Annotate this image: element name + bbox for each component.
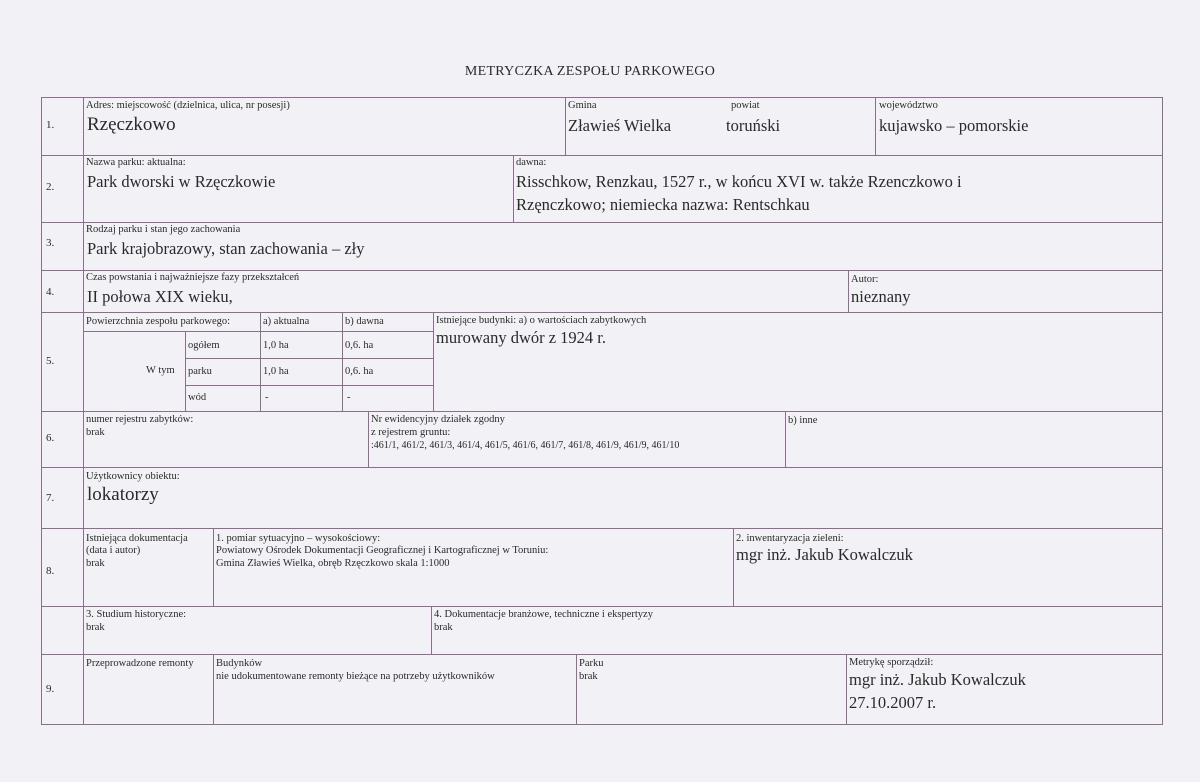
expertise-label: 4. Dokumentacje branżowe, techniczne i ekspertyzy xyxy=(434,609,653,620)
former-name-line: Risschkow, Renzkau, 1527 r., w końcu XVI w. także Rzenczkowo i xyxy=(516,172,962,191)
author-label: Autor: xyxy=(851,274,879,285)
area-row-current: 1,0 ha xyxy=(263,366,289,377)
area-w-tym: W tym xyxy=(146,365,175,376)
buildings-value: murowany dwór z 1924 r. xyxy=(436,328,607,347)
documentation-label: (data i autor) xyxy=(86,545,141,556)
table-line xyxy=(431,606,432,654)
table-line xyxy=(875,97,876,155)
origin-value: II połowa XIX wieku, xyxy=(87,287,233,306)
table-line xyxy=(41,97,42,725)
table-line xyxy=(83,97,84,725)
wojewodztwo-value: kujawsko – pomorskie xyxy=(879,116,1029,135)
buildings-repairs-value: nie udokumentowane remonty bieżące na potrzeby użytkowników xyxy=(216,671,495,682)
prepared-by-label: Metrykę sporządził: xyxy=(849,657,934,668)
table-line xyxy=(41,97,1163,98)
area-row-label: wód xyxy=(188,392,207,403)
table-line xyxy=(41,724,1163,725)
table-line xyxy=(185,358,434,359)
table-line xyxy=(83,606,1163,607)
documentation-label: Istniejąca dokumentacja xyxy=(86,533,188,544)
park-type-label: Rodzaj parku i stan jego zachowania xyxy=(86,224,241,235)
greenery-label: 2. inwentaryzacja zieleni: xyxy=(736,533,844,544)
area-row-current: - xyxy=(265,392,269,403)
row-number: 4. xyxy=(46,286,55,298)
table-line xyxy=(41,654,1163,655)
expertise-value: brak xyxy=(434,622,453,633)
users-value: lokatorzy xyxy=(87,484,159,505)
row-number: 5. xyxy=(46,355,55,367)
survey-line: Powiatowy Ośrodek Dokumentacji Geograficznej i Kartograficznej w Toruniu: xyxy=(216,545,549,556)
park-type-value: Park krajobrazowy, stan zachowania – zły xyxy=(87,239,365,258)
area-row-former: 0,6. ha xyxy=(345,366,374,377)
table-line xyxy=(213,654,214,724)
park-repairs-label: Parku xyxy=(579,658,604,669)
table-line xyxy=(213,528,214,606)
park-name-value: Park dworski w Rzęczkowie xyxy=(87,172,276,191)
survey-label: 1. pomiar sytuacyjno – wysokościowy: xyxy=(216,533,381,544)
register-value: brak xyxy=(86,427,105,438)
history-study-label: 3. Studium historyczne: xyxy=(86,609,187,620)
table-line xyxy=(342,312,343,411)
area-col-former: b) dawna xyxy=(345,316,384,327)
table-line xyxy=(848,270,849,312)
table-line xyxy=(185,385,434,386)
table-line xyxy=(846,654,847,724)
powiat-value: toruński xyxy=(726,116,781,135)
powiat-label: powiat xyxy=(731,100,760,111)
greenery-value: mgr inż. Jakub Kowalczuk xyxy=(736,545,913,564)
table-line xyxy=(185,331,186,411)
table-line xyxy=(513,155,514,222)
table-line xyxy=(41,155,1163,156)
area-row-label: ogółem xyxy=(188,340,220,351)
table-line xyxy=(41,528,1163,529)
row-number: 9. xyxy=(46,683,55,695)
plots-label: z rejestrem gruntu: xyxy=(371,427,451,438)
page-title: METRYCZKA ZESPOŁU PARKOWEGO xyxy=(464,64,716,79)
area-label: Powierzchnia zespołu parkowego: xyxy=(86,316,231,327)
former-name-label: dawna: xyxy=(516,157,547,168)
area-row-former: 0,6. ha xyxy=(345,340,374,351)
row-number: 6. xyxy=(46,432,55,444)
prepared-by-date: 27.10.2007 r. xyxy=(849,693,937,712)
table-line xyxy=(41,467,1163,468)
table-line xyxy=(41,222,1163,223)
buildings-repairs-label: Budynków xyxy=(216,658,263,669)
plots-label: Nr ewidencyjny działek zgodny xyxy=(371,414,505,425)
table-line xyxy=(83,331,434,332)
table-line xyxy=(576,654,577,724)
area-col-current: a) aktualna xyxy=(263,316,310,327)
plots-value: :461/1, 461/2, 461/3, 461/4, 461/5, 461/6, 461/7, 461/8, 461/9, 461/9, 461/10 xyxy=(371,440,680,451)
address-label: Adres: miejscowość (dzielnica, ulica, nr posesji) xyxy=(86,100,290,111)
table-line xyxy=(785,411,786,467)
table-line xyxy=(41,411,1163,412)
table-line xyxy=(260,312,261,411)
survey-line: Gmina Zławieś Wielka, obręb Rzęczkowo skala 1:1000 xyxy=(216,558,450,569)
row-number: 2. xyxy=(46,181,55,193)
origin-label: Czas powstania i najważniejsze fazy przekształceń xyxy=(86,272,300,283)
table-line xyxy=(368,411,369,467)
table-line xyxy=(41,270,1163,271)
row-number: 1. xyxy=(46,119,55,131)
users-label: Użytkownicy obiektu: xyxy=(86,471,180,482)
gmina-value: Zławieś Wielka xyxy=(568,116,672,135)
row-number: 3. xyxy=(46,237,55,249)
register-label: numer rejestru zabytków: xyxy=(86,414,194,425)
row-number: 8. xyxy=(46,565,55,577)
table-line xyxy=(1162,97,1163,725)
buildings-label: Istniejące budynki: a) o wartościach zabytkowych xyxy=(436,315,647,326)
history-study-value: brak xyxy=(86,622,105,633)
area-row-current: 1,0 ha xyxy=(263,340,289,351)
author-value: nieznany xyxy=(851,287,911,306)
table-line xyxy=(41,312,1163,313)
table-line xyxy=(433,312,434,411)
gmina-label: Gmina xyxy=(568,100,597,111)
wojewodztwo-label: województwo xyxy=(879,100,938,111)
documentation-value: brak xyxy=(86,558,105,569)
repairs-label: Przeprowadzone remonty xyxy=(86,658,194,669)
row-number: 7. xyxy=(46,492,55,504)
former-name-line: Rzęnczkowo; niemiecka nazwa: Rentschkau xyxy=(516,195,810,214)
park-name-label: Nazwa parku: aktualna: xyxy=(86,157,186,168)
area-row-label: parku xyxy=(188,366,212,377)
other-label: b) inne xyxy=(788,415,818,426)
prepared-by-name: mgr inż. Jakub Kowalczuk xyxy=(849,670,1026,689)
area-row-former: - xyxy=(347,392,351,403)
park-repairs-value: brak xyxy=(579,671,598,682)
table-line xyxy=(565,97,566,155)
address-value: Rzęczkowo xyxy=(87,114,176,135)
table-line xyxy=(733,528,734,606)
